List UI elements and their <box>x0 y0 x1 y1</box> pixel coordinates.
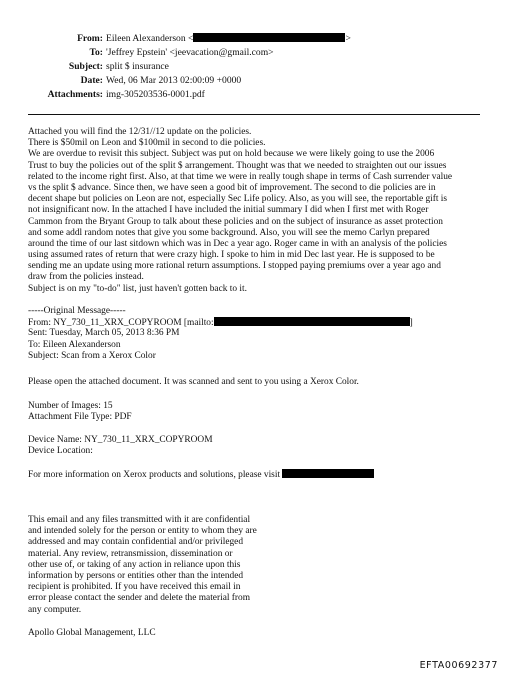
to-value: 'Jeffrey Epstein' <jeevacation@gmail.com> <box>106 47 274 58</box>
original-from-text: From: NY_730_11_XRX_COPYROOM [mailto: <box>28 318 214 329</box>
company-name: Apollo Global Management, LLC <box>28 628 156 638</box>
disclaimer-line: addressed and may contain confidential and/or privileged <box>28 537 244 548</box>
header-subject-row <box>0 60 512 74</box>
to-label: To: <box>89 47 103 58</box>
device-location-line: Device Location: <box>28 446 93 457</box>
company-signature <box>28 628 498 639</box>
from-label: From: <box>77 33 103 44</box>
disclaimer <box>28 515 498 616</box>
subject-label: Subject: <box>68 61 103 72</box>
device-name-line: Device Name: NY_730_11_XRX_COPYROOM <box>28 435 213 445</box>
disclaimer-line: and intended solely for the person or entity to whom they are <box>28 526 257 537</box>
original-message <box>28 306 498 362</box>
body-line: and some addl random notes that give you some background. Also, you will see the memo Carlyn prepared <box>28 227 430 238</box>
body-line: We are overdue to revisit this subject. Subject was put on hold because we were likely going to use the 2006 <box>28 149 435 160</box>
header-to-row <box>0 46 512 60</box>
subject-value: split $ insurance <box>106 61 169 72</box>
body-line: draw from the policies instead. <box>28 272 144 283</box>
disclaimer-line: other use of, or taking of any action in reliance upon this <box>28 559 241 570</box>
original-subject: Subject: Scan from a Xerox Color <box>28 350 156 361</box>
body-line: decent shape but policies on Leon are not, especially Sec Life policy. Also, as you will see, the reportable gift is <box>28 194 448 205</box>
body-line: sending me an update using more rational return assumptions. I stopped paying premiums over a year ago and <box>28 261 441 272</box>
header-from-row <box>0 32 512 46</box>
date-label: Date: <box>80 75 103 86</box>
open-attachment-line: Please open the attached document. It was scanned and sent to you using a Xerox Color. <box>28 377 359 387</box>
disclaimer-line: This email and any files transmitted with it are confidential <box>28 515 251 525</box>
redaction-bar <box>214 317 410 326</box>
device-details <box>28 435 498 457</box>
original-separator: -----Original Message----- <box>28 306 126 316</box>
scan-details <box>28 401 498 423</box>
redaction-bar <box>282 469 374 478</box>
body-line: vs the split $ advance. Since then, we have seen a good bit of improvement. The second to die policies are in <box>28 182 436 193</box>
disclaimer-line: recipient is prohibited. If you have received this email in <box>28 582 241 593</box>
from-value <box>106 32 351 46</box>
more-info <box>28 469 498 480</box>
from-tail: > <box>345 33 351 44</box>
email-body <box>28 127 498 295</box>
body-line: Cammon from the Bryant Group to talk about these policies and on the subject of insurance as asset protection <box>28 216 443 227</box>
from-name: Eileen Alexanderson < <box>106 33 194 44</box>
original-from <box>28 317 498 328</box>
redaction-bar <box>193 33 345 42</box>
date-value: Wed, 06 Mar 2013 02:00:09 +0000 <box>106 75 242 86</box>
original-to: To: Eileen Alexanderson <box>28 339 121 350</box>
body-line: Attached you will find the 12/31//12 update on the policies. <box>28 127 252 137</box>
scan-notice <box>28 377 498 388</box>
header-attachments-row <box>0 88 512 102</box>
images-count-line: Number of Images: 15 <box>28 401 113 411</box>
disclaimer-line: error please contact the sender and delete the material from <box>28 593 251 604</box>
body-line: Subject is on my "to-do" list, just haven't gotten back to it. <box>28 283 247 294</box>
more-info-text: For more information on Xerox products and solutions, please visit <box>28 470 281 480</box>
body-line: There is $50mil on Leon and $100mil in second to die policies. <box>28 138 266 149</box>
body-line: related to the income right first. Also, at that time we were in really tough shape in terms of Cash surrender value <box>28 171 453 182</box>
body-line: Trust to buy the policies out of the split $ arrangement. Thought was that we needed to straighten out our issues <box>28 160 447 171</box>
header-date-row <box>0 74 512 88</box>
body-line: not insignificant now. In the attached I have included the initial summary I did when I first met with Roger <box>28 205 429 216</box>
body-line: around the time of our last sitdown which was in Dec a year ago. Roger came in with an analysis of the policies <box>28 238 447 249</box>
disclaimer-line: material. Any review, retransmission, dissemination or <box>28 548 233 559</box>
original-sent: Sent: Tuesday, March 05, 2013 8:36 PM <box>28 328 180 339</box>
file-type-line: Attachment File Type: PDF <box>28 412 132 423</box>
document-id: EFTA00692377 <box>419 660 498 671</box>
attachments-label: Attachments: <box>47 89 103 100</box>
attachments-value: img-305203536-0001.pdf <box>106 89 205 100</box>
more-info-line <box>28 469 498 480</box>
header-divider <box>28 114 480 115</box>
original-from-tail: ] <box>409 318 413 329</box>
disclaimer-line: any computer. <box>28 604 82 615</box>
disclaimer-line: information by persons or entities other than the intended <box>28 570 244 581</box>
body-line: using assumed rates of return that were crazy high. I spoke to him in mid Dec last year. He is supposed to be <box>28 250 435 261</box>
